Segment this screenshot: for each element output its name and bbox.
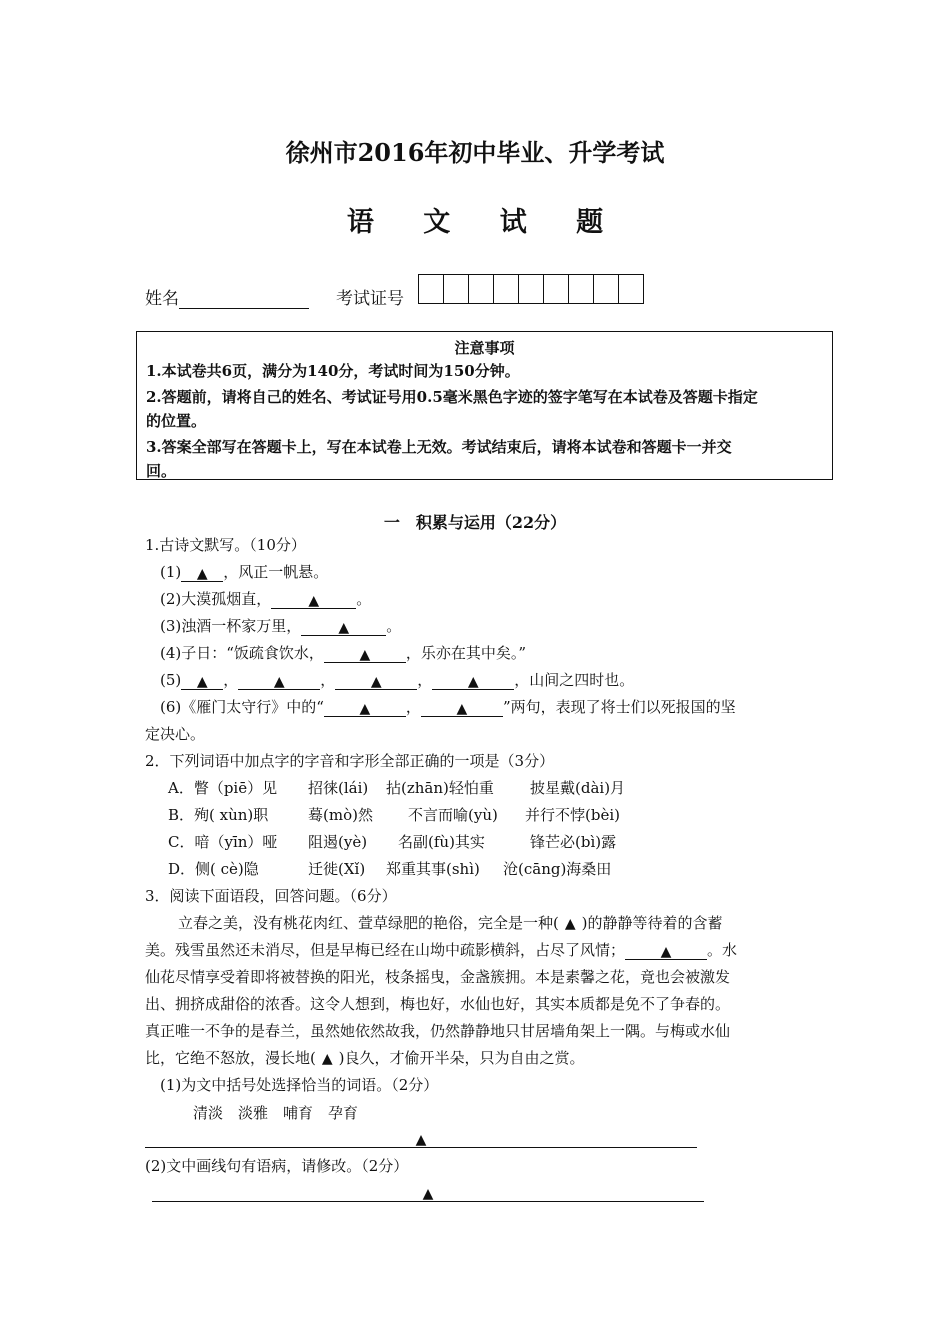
q2-word: 招徕(lái) [308, 779, 369, 797]
answer-mark: ▲ [196, 566, 208, 582]
id-digit-cell[interactable] [618, 274, 644, 304]
q1-item-text: ，山间之四时也。 [514, 671, 635, 689]
q1-item-2 [160, 589, 371, 609]
passage-text: )的静静等待着的含蓄 [581, 914, 723, 932]
passage-text: 立春之美，没有桃花肉红、萱草绿肥的艳俗，完全是一种( [178, 914, 559, 932]
q1-item-text: (2)大漠孤烟直， [160, 590, 272, 608]
answer-blank[interactable] [324, 644, 406, 663]
subject-title-char: 语 [346, 207, 374, 238]
answer-mark[interactable]: ▲ [564, 916, 576, 932]
answer-blank[interactable] [432, 671, 514, 690]
answer-blank[interactable] [421, 698, 503, 717]
subject-title-char: 试 [499, 207, 527, 238]
subject-title-char: 文 [423, 207, 451, 238]
name-field [145, 284, 309, 309]
q1-item-3 [160, 616, 401, 636]
notice-line: 3.答案全部写在答题卡上，写在本试卷上无效。考试结束后，请将本试卷和答题卡一并交 [146, 438, 732, 456]
notice-box [136, 331, 833, 480]
q2-word: B．殉( xùn)职 [168, 806, 269, 824]
answer-mark: ▲ [370, 674, 382, 690]
notice-line: 的位置。 [146, 412, 207, 430]
answer-blank[interactable] [181, 671, 223, 690]
id-digit-cell[interactable] [543, 274, 569, 304]
passage-text: 比，它绝不怒放，漫长地( [145, 1049, 316, 1067]
answer-line[interactable] [152, 1187, 704, 1202]
q3-passage-line [178, 913, 723, 934]
q3-sub1: (1)为文中括号处选择恰当的词语。（2分） [160, 1076, 439, 1094]
answer-mark: ▲ [308, 593, 320, 609]
id-digit-cell[interactable] [443, 274, 469, 304]
q2-word: C．喑（yīn）哑 [168, 833, 278, 851]
q3-passage-line [145, 940, 737, 960]
id-digit-cell[interactable] [593, 274, 619, 304]
q1-item-text: (4)子日：“饭疏食饮水， [160, 644, 324, 662]
name-blank[interactable] [179, 288, 309, 309]
notice-line: 1.本试卷共6页，满分为140分，考试时间为150分钟。 [146, 362, 520, 380]
q1-item-text: 。 [356, 590, 372, 608]
q1-item-text: ， [417, 671, 433, 689]
q3-passage-line: 出、拥挤成甜俗的浓香。这令人想到，梅也好，水仙也好，其实本质都是免不了争春的。 [145, 995, 731, 1013]
q2-word: A．瞥（piē）见 [168, 779, 278, 797]
answer-blank[interactable] [181, 563, 223, 582]
q1-item-text: ，乐亦在其中矣。” [405, 644, 527, 662]
answer-blank[interactable] [238, 671, 320, 690]
id-digit-cell[interactable] [418, 274, 444, 304]
id-digit-cell[interactable] [568, 274, 594, 304]
q1-item-4 [160, 643, 526, 663]
q3-passage-line: 真正唯一不争的是春兰，虽然她依然故我，仍然静静地只甘居墙角架上一隅。与梅或水仙 [145, 1022, 731, 1040]
q1-item-text: (5) [160, 671, 182, 689]
q2-word: 名副(fù)其实 [398, 833, 485, 851]
q2-word: 锋芒必(bì)露 [530, 833, 617, 851]
notice-title: 注意事项 [454, 339, 515, 357]
answer-mark: ▲ [660, 944, 672, 960]
subject-title [0, 200, 950, 239]
id-digit-cell[interactable] [493, 274, 519, 304]
q3-choices: 清淡 淡雅 哺育 孕育 [193, 1104, 359, 1122]
q1-item-text: ， [223, 671, 239, 689]
q2-stem: 2．下列词语中加点字的字音和字形全部正确的一项是（3分） [145, 752, 555, 770]
q2-word: 蓦(mò)然 [308, 806, 373, 824]
subject-title-char: 题 [576, 207, 604, 238]
q1-item-text: ，风正一帆悬。 [223, 563, 329, 581]
q2-word: 阻遏(yè) [308, 833, 368, 851]
q1-item-text: (3)浊酒一杯家万里， [160, 617, 302, 635]
answer-line[interactable] [145, 1133, 697, 1148]
passage-text: 美。残雪虽然还未消尽，但是早梅已经在山坳中疏影横斜，占尽了风情； [145, 941, 626, 959]
q3-sub2: (2)文中画线句有语病，请修改。（2分） [145, 1157, 409, 1175]
answer-blank[interactable] [335, 671, 417, 690]
q2-word: 沧(cāng)海桑田 [503, 860, 612, 878]
q3-passage-line [145, 1048, 585, 1069]
answer-mark: ▲ [456, 701, 468, 717]
section-title: 一 积累与运用（22分） [383, 513, 567, 532]
q1-item-5 [160, 670, 634, 690]
q2-word: 不言而喻(yù) [408, 806, 498, 824]
id-digit-cell[interactable] [518, 274, 544, 304]
q2-word: 迁徙(Xǐ) [308, 860, 366, 878]
q2-word: 披星戴(dài)月 [530, 779, 626, 797]
answer-mark: ▲ [415, 1132, 427, 1148]
notice-line: 2.答题前，请将自己的姓名、考试证号用0.5毫米黑色字迹的签字笔写在本试卷及答题卡指定 [146, 388, 758, 406]
answer-mark: ▲ [196, 674, 208, 690]
answer-blank[interactable] [625, 941, 707, 960]
q1-item-6-cont: 定决心。 [145, 725, 206, 743]
q1-item-text: ”两句，表现了将士们以死报国的坚 [502, 698, 736, 716]
answer-mark[interactable]: ▲ [321, 1051, 333, 1067]
answer-blank[interactable] [324, 698, 406, 717]
passage-text: 。水 [707, 941, 738, 959]
answer-blank[interactable] [301, 617, 386, 636]
q2-word: D．侧( cè)隐 [168, 860, 259, 878]
q1-item-6 [160, 697, 736, 717]
q1-item-text: ， [405, 698, 421, 716]
q1-item-1 [160, 562, 328, 582]
exam-title: 徐州市2016年初中毕业、升学考试 [285, 138, 665, 167]
answer-mark: ▲ [422, 1186, 434, 1202]
answer-mark: ▲ [467, 674, 479, 690]
q1-item-text: (1) [160, 563, 182, 581]
id-digit-cell[interactable] [468, 274, 494, 304]
q1-item-text: 。 [386, 617, 402, 635]
q1-item-text: (6)《雁门太守行》中的“ [160, 698, 324, 716]
passage-text: )良久，才偷开半朵，只为自由之赏。 [338, 1049, 585, 1067]
q3-stem: 3．阅读下面语段，回答问题。（6分） [145, 887, 397, 905]
answer-mark: ▲ [359, 701, 371, 717]
answer-mark: ▲ [359, 647, 371, 663]
answer-mark: ▲ [273, 674, 285, 690]
q2-word: 并行不悖(bèi) [525, 806, 620, 824]
id-number-grid[interactable] [419, 274, 644, 304]
q1-stem: 1.古诗文默写。（10分） [145, 536, 306, 554]
notice-line: 回。 [146, 462, 177, 480]
answer-blank[interactable] [271, 590, 356, 609]
answer-mark: ▲ [338, 620, 350, 636]
id-label: 考试证号 [336, 289, 404, 309]
name-label: 姓名 [145, 289, 179, 309]
q2-word: 拈(zhān)轻怕重 [386, 779, 494, 797]
q2-word: 郑重其事(shì) [386, 860, 480, 878]
q1-item-text: ， [320, 671, 336, 689]
q3-passage-line: 仙花尽情享受着即将被替换的阳光，枝条摇曳，金盏簇拥。本是素馨之花，竟也会被激发 [145, 968, 731, 986]
